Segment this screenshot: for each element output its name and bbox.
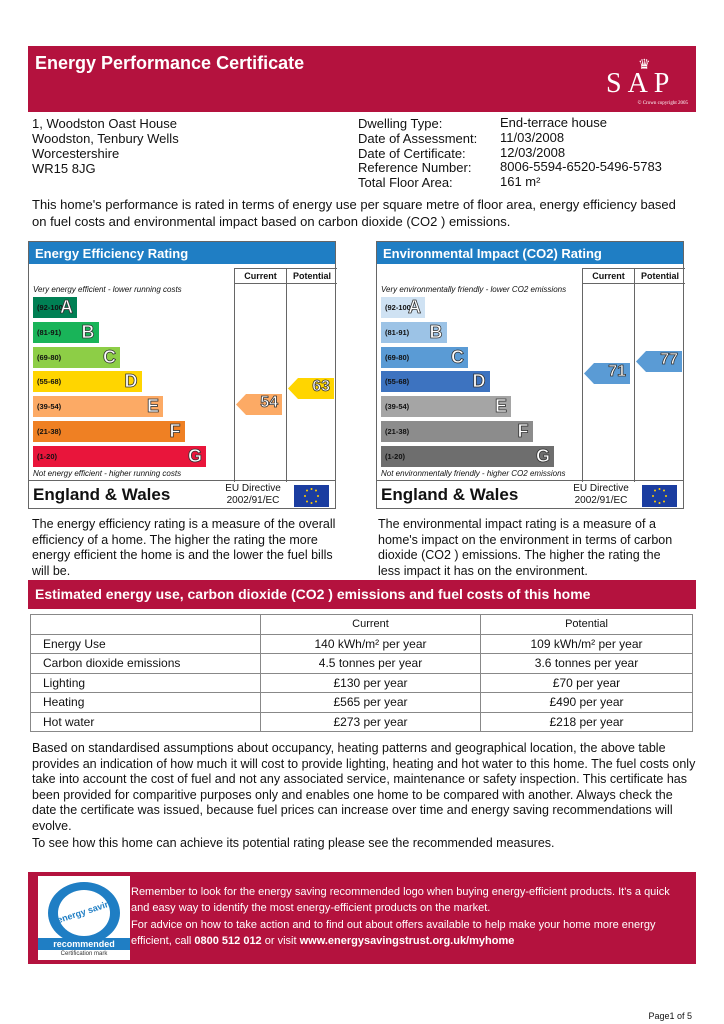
band-range: (1-20) (385, 451, 406, 461)
band-range: (69-80) (385, 352, 410, 362)
dwelling-label: Dwelling Type: (358, 116, 443, 131)
divider (634, 284, 635, 482)
rating-band-e (381, 396, 511, 417)
intro-text: This home's performance is rated in terms of energy use per square metre of floor area, energy efficiency based on fuel costs and environmental impact based on carbon dioxide (CO2 ) emissions. (32, 197, 676, 229)
current-rating-value: 54 (260, 394, 278, 412)
dwelling-value: 161 m² (500, 174, 541, 190)
row-current: 4.5 tonnes per year (261, 654, 481, 674)
env-description: The environmental impact rating is a measure of a home's impact on the environment in terms of carbon dioxide (CO2 ) emissions. The higher the rating the less impact it has on the environment. (378, 517, 673, 578)
potential-rating-value: 63 (312, 378, 330, 396)
dwelling-value: 8006-5594-6520-5496-5783 (500, 159, 662, 175)
header-banner (28, 46, 696, 112)
website-link[interactable]: www.energysavingstrust.org.uk/myhome (299, 934, 515, 947)
band-letter: B (429, 321, 443, 342)
address-line: WR15 8JG (32, 161, 96, 176)
energy-col-current: Current (234, 268, 286, 284)
row-potential: 109 kWh/m² per year (481, 634, 693, 654)
address-line: Woodston, Tenbury Wells (32, 131, 179, 146)
env-col-potential: Potential (634, 268, 685, 284)
band-letter: C (451, 346, 464, 367)
address-line: Worcestershire (32, 146, 120, 161)
eu-directive-line: 2002/91/EC (226, 495, 280, 506)
table-row (31, 712, 693, 732)
current-rating-arrow (236, 394, 282, 415)
dwelling-label: Date of Assessment: (358, 130, 478, 146)
dwelling-value: 12/03/2008 (500, 144, 566, 160)
band-range: (92-100) (37, 303, 66, 312)
band-letter: E (146, 396, 159, 417)
rating-band-b (33, 322, 99, 343)
potential-rating-value: 77 (660, 350, 678, 368)
table-row (31, 693, 693, 713)
footer-line-1: Remember to look for the energy saving recommended logo when buying energy-efficient products. It's a quick and easy way to identify the most energy-efficient products on the market. (131, 886, 670, 914)
env-panel-title: Environmental Impact (CO2) Rating (377, 242, 683, 264)
row-current: £565 per year (261, 693, 481, 713)
band-range: (1-20) (37, 451, 58, 461)
env-eu-directive (567, 483, 635, 507)
row-label: Lighting (31, 673, 261, 693)
rating-band-g (33, 446, 206, 467)
eu-flag-icon (642, 485, 677, 507)
band-letter: G (535, 445, 550, 466)
band-letter: B (81, 321, 95, 342)
rating-band-c (381, 347, 468, 368)
row-current: £130 per year (261, 673, 481, 693)
rating-band-b (381, 322, 447, 343)
eu-directive-line: EU Directive (225, 483, 281, 494)
energy-col-potential: Potential (286, 268, 337, 284)
row-label: Heating (31, 693, 261, 713)
dwelling-labels (358, 117, 477, 191)
divider (29, 480, 335, 481)
rating-band-f (33, 421, 185, 442)
row-potential: £70 per year (481, 673, 693, 693)
logo-text: energy saving (55, 896, 117, 926)
eu-flag-icon (294, 485, 329, 507)
recommendation-paragraph: To see how this home can achieve its potential rating please see the recommended measures. (32, 836, 555, 850)
table-row (31, 634, 693, 654)
eu-directive-line: EU Directive (573, 483, 629, 494)
rating-band-g (381, 446, 554, 467)
table-row (31, 673, 693, 693)
energy-panel-title: Energy Efficiency Rating (29, 242, 335, 264)
potential-rating-arrow (636, 351, 682, 372)
row-potential: 3.6 tonnes per year (481, 654, 693, 674)
address-block (32, 116, 179, 176)
band-letter: D (124, 371, 138, 392)
dwelling-value: 11/03/2008 (500, 129, 565, 145)
footer-advice: For advice on how to take action and to find out about offers available to help make your home more energy efficient, call (131, 919, 656, 947)
band-range: (92-100) (385, 303, 414, 312)
band-range: (55-68) (37, 377, 62, 387)
env-region: England & Wales (381, 485, 519, 504)
band-range: (39-54) (385, 402, 410, 412)
rating-band-a (381, 297, 425, 318)
band-range: (69-80) (37, 352, 62, 362)
band-range: (21-38) (385, 427, 410, 436)
rating-band-a (33, 297, 77, 318)
sap-logo-icon (604, 54, 690, 108)
logo-text: recommended (38, 938, 130, 950)
energy-region: England & Wales (33, 485, 171, 504)
costs-title: Estimated energy use, carbon dioxide (CO2 ) emissions and fuel costs of this home (28, 580, 696, 609)
dwelling-label: Total Floor Area: (358, 175, 453, 191)
eu-directive-line: 2002/91/EC (574, 495, 628, 506)
band-range: (55-68) (385, 377, 410, 387)
env-top-note: Very environmentally friendly - lower CO2 emissions (381, 285, 567, 294)
row-label: Carbon dioxide emissions (31, 654, 261, 674)
address-line: 1, Woodston Oast House (32, 116, 178, 131)
rating-band-f (381, 421, 533, 442)
environmental-impact-panel (376, 241, 684, 509)
rating-band-d (33, 371, 142, 392)
band-range: (81-91) (37, 327, 62, 337)
divider (377, 480, 683, 481)
band-letter: A (408, 297, 421, 317)
energy-description: The energy efficiency rating is a measure of the overall efficiency of a home. The higher the rating the more energy efficient the home is and the lower the fuel bills will be. (32, 517, 336, 578)
band-letter: C (103, 346, 116, 367)
logo-text: Certification mark (60, 951, 108, 957)
crown-icon: ♛ (638, 56, 651, 72)
page-number: Page1 of 5 (648, 1011, 692, 1021)
band-letter: G (187, 445, 202, 466)
band-letter: F (169, 421, 181, 441)
potential-rating-arrow (288, 378, 334, 399)
table-header-blank (31, 615, 261, 635)
row-label: Hot water (31, 712, 261, 732)
current-rating-value: 71 (608, 363, 626, 381)
table-header-row (31, 615, 693, 635)
dwelling-label: Reference Number: (358, 160, 472, 176)
band-letter: E (494, 396, 507, 417)
env-bottom-note: Not environmentally friendly - higher CO2 emissions (381, 469, 566, 478)
costs-table (30, 614, 693, 732)
sap-copyright: © Crown copyright 2005 (637, 101, 688, 106)
row-current: £273 per year (261, 712, 481, 732)
band-letter: D (472, 371, 486, 392)
table-row (31, 654, 693, 674)
band-letter: F (517, 421, 529, 441)
footer-box (28, 872, 696, 964)
footer-or-visit: or visit (264, 934, 297, 947)
band-range: (21-38) (37, 427, 62, 436)
dwelling-value: End-terrace house (500, 115, 607, 130)
dwelling-label: Date of Certificate: (358, 145, 466, 161)
sap-logo-text: SAP (606, 68, 676, 99)
rating-band-c (33, 347, 120, 368)
row-current: 140 kWh/m² per year (261, 634, 481, 654)
energy-efficiency-panel (28, 241, 336, 509)
divider (234, 284, 235, 482)
footer-text (131, 885, 691, 949)
band-letter: A (60, 297, 73, 317)
env-col-current: Current (582, 268, 634, 284)
footer-line-2 (131, 918, 691, 949)
rating-band-e (33, 396, 163, 417)
table-header-current: Current (261, 615, 481, 635)
explanation-paragraph: Based on standardised assumptions about occupancy, heating patterns and geographical location, the above table provides an indication of how much it will cost to provide lighting, heating and hot water to this home. The fuel costs only take into account the cost of fuel and not any associated service, maintenance or safety inspection. This certificate has been provided for comparitive purposes only and enables one home to be compared with another. Always check the date the certificate was issued, because fuel prices can increase over time and energy saving recommendations will evolve. (32, 741, 696, 833)
energy-saving-recommended-logo-icon (38, 876, 130, 960)
dwelling-values (500, 116, 662, 190)
energy-eu-directive (219, 483, 287, 507)
band-range: (81-91) (385, 327, 410, 337)
band-range: (39-54) (37, 402, 62, 412)
energy-top-note: Very energy efficient - lower running costs (33, 285, 182, 294)
row-potential: £490 per year (481, 693, 693, 713)
row-potential: £218 per year (481, 712, 693, 732)
rating-band-d (381, 371, 490, 392)
phone-number: 0800 512 012 (194, 934, 262, 947)
table-header-potential: Potential (481, 615, 693, 635)
divider (582, 284, 583, 482)
current-rating-arrow (584, 363, 630, 384)
divider (286, 284, 287, 482)
row-label: Energy Use (31, 634, 261, 654)
page-title: Energy Performance Certificate (35, 53, 305, 73)
energy-bottom-note: Not energy efficient - higher running costs (33, 469, 182, 478)
